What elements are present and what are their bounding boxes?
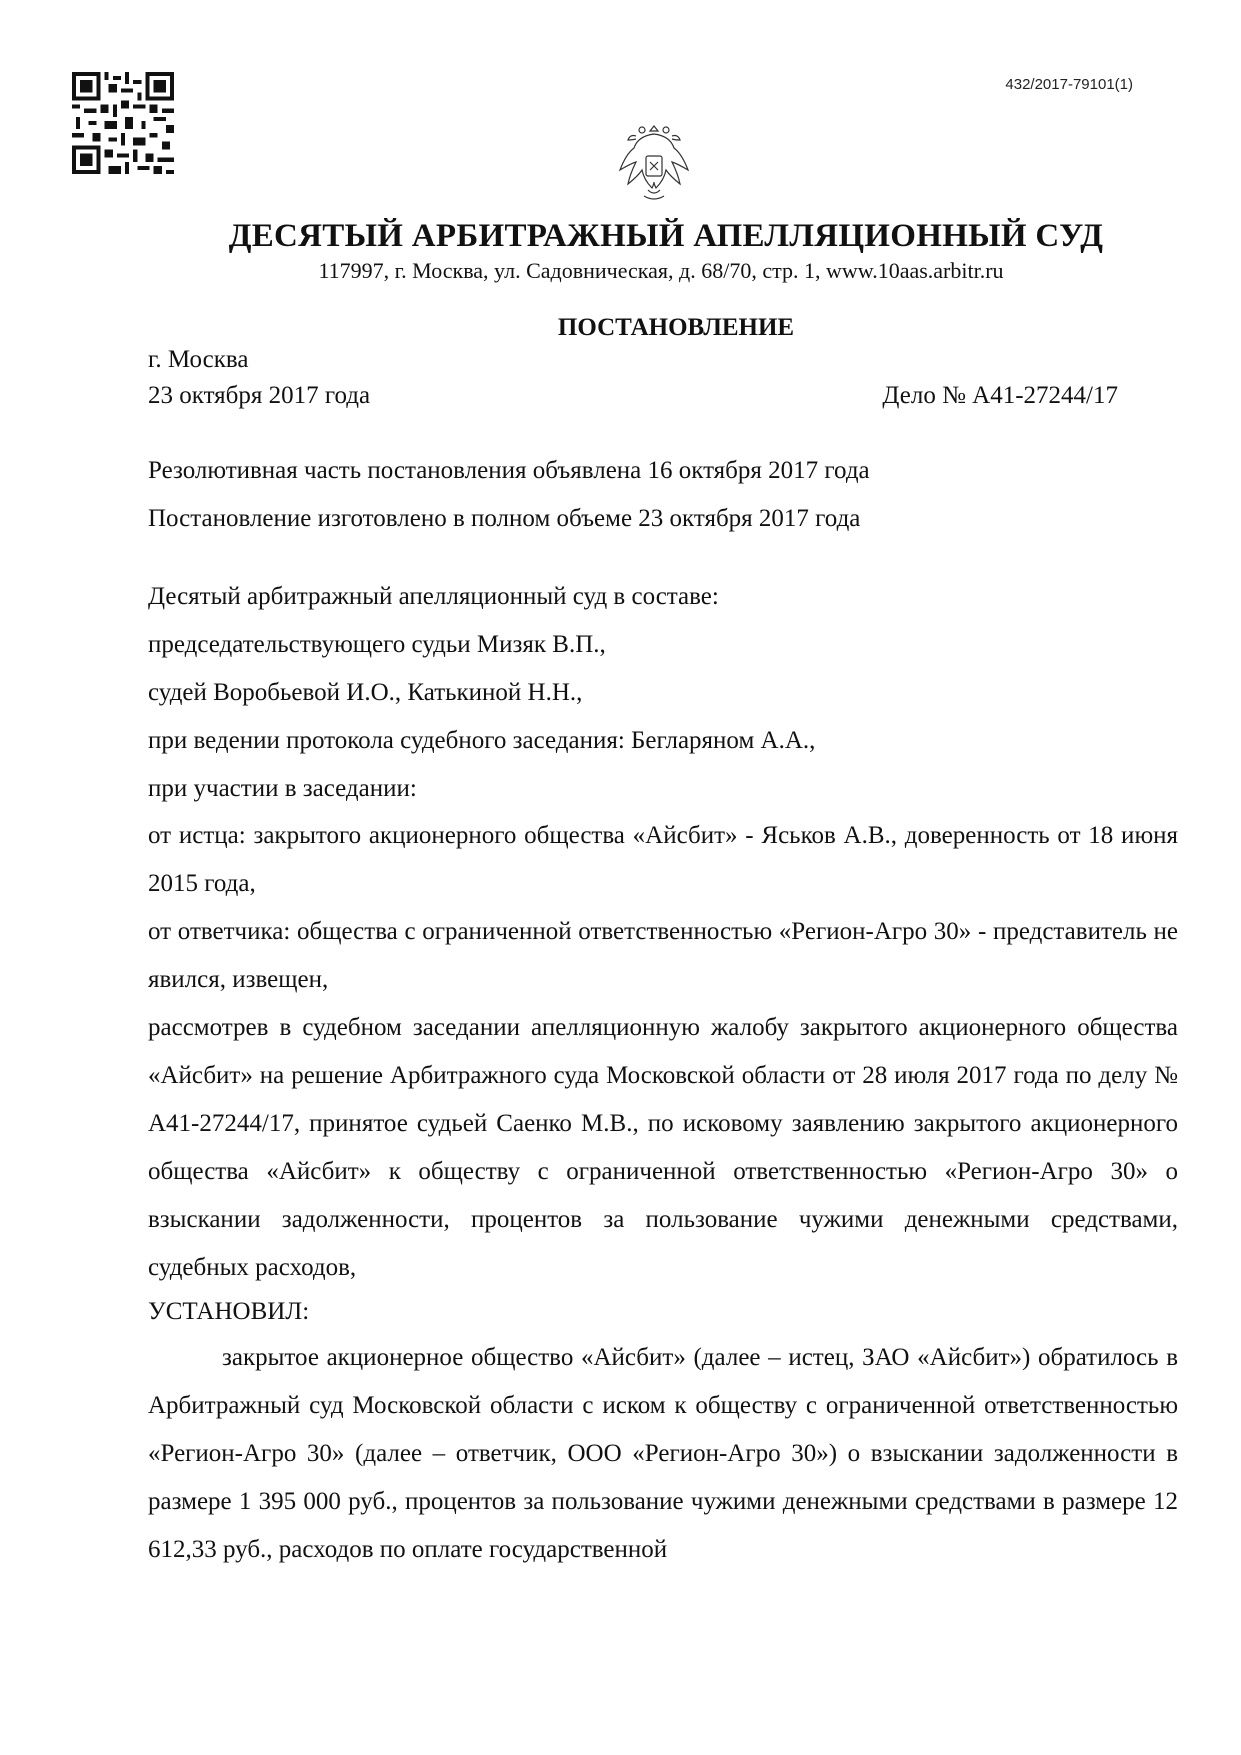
qr-code-icon <box>72 72 174 174</box>
established-heading: УСТАНОВИЛ: <box>148 1298 310 1325</box>
judges: судей Воробьевой И.О., Катькиной Н.Н., <box>148 679 583 706</box>
participation: при участии в заседании: <box>148 775 417 802</box>
coat-of-arms-icon <box>614 120 694 210</box>
city: г. Москва <box>148 346 249 373</box>
plaintiff-representative: от истца: закрытого акционерного общества «Айсбит» - Яськов А.В., доверенность от 18 июня 2015 года, <box>148 822 1178 897</box>
case-number: Дело № А41-27244/17 <box>882 382 1118 409</box>
document-date: 23 октября 2017 года <box>148 382 371 409</box>
defendant-representative: от ответчика: общества с ограниченной ответственностью «Регион-Агро 30» - представитель не явился, извещен, <box>148 918 1178 993</box>
court-address: 117997, г. Москва, ул. Садовническая, д. 68/70, стр. 1, www.10aas.arbitr.ru <box>318 258 1004 283</box>
operative-part-date: Резолютивная часть постановления объявлена 16 октября 2017 года <box>148 457 870 484</box>
full-text-date: Постановление изготовлено в полном объеме 23 октября 2017 года <box>148 505 861 532</box>
body-paragraph: закрытое акционерное общество «Айсбит» (далее – истец, ЗАО «Айсбит») обратилось в Арбитражный суд Московской области с иском к обществу с ограниченной ответственностью «Регион-Агро 30» (далее – ответчик, ООО «Регион-Агро 30») о взыскании задолженности в размере 1 395 000 руб., процентов за пользование чужими денежными средствами в размере 12 612,33 руб., расходов по оплате государственной <box>148 1344 1178 1563</box>
considering-paragraph: рассмотрев в судебном заседании апелляционную жалобу закрытого акционерного общества «Айсбит» на решение Арбитражного суда Московской области от 28 июля 2017 года по делу № А41-27244/17, принятое судьей Саенко М.В., по исковому заявлению закрытого акционерного общества «Айсбит» к обществу с ограниченной ответственностью «Регион-Агро 30» о взыскании задолженности, процентов за пользование чужими денежными средствами, судебных расходов, <box>148 1014 1178 1281</box>
document-type-heading: ПОСТАНОВЛЕНИЕ <box>557 314 795 341</box>
court-name: ДЕСЯТЫЙ АРБИТРАЖНЫЙ АПЕЛЛЯЦИОННЫЙ СУД <box>228 218 1104 254</box>
composition-intro: Десятый арбитражный апелляционный суд в составе: <box>148 583 719 610</box>
secretary: при ведении протокола судебного заседания: Бегларяном А.А., <box>148 727 816 754</box>
presiding-judge: председательствующего судьи Мизяк В.П., <box>148 631 606 658</box>
document-number: 432/2017-79101(1) <box>1005 76 1133 93</box>
